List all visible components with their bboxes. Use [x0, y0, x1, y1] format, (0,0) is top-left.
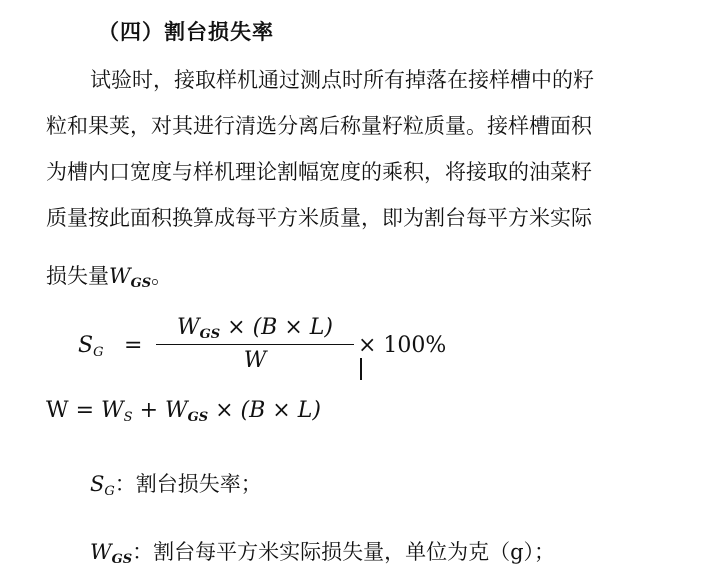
formula2-rest: × (B × L): [208, 398, 321, 423]
subscript-s: S: [123, 410, 133, 425]
subscript-g: G: [104, 484, 115, 499]
paragraph-line-1: 试验时，接取样机通过测点时所有掉落在接样槽中的籽: [90, 68, 594, 92]
definition-sg: [90, 468, 262, 499]
definition-wgs-text: ：割台每平方米实际损失量，单位为克（g）；: [132, 540, 556, 564]
paragraph-line-2: 粒和果荚，对其进行清选分离后称量籽粒质量。接样槽面积: [46, 114, 592, 138]
formula-equals: =: [124, 333, 143, 358]
var-s: S: [90, 472, 105, 496]
formula-lhs: [78, 333, 103, 360]
formula-fraction: [156, 314, 354, 375]
subscript-g: G: [93, 345, 104, 360]
subscript-gs: GS: [187, 410, 209, 425]
paragraph-line-3: 为槽内口宽度与样机理论割幅宽度的乘积，将接取的油菜籽: [46, 160, 592, 184]
var-w: W: [101, 398, 124, 423]
paragraph-line-5-text: 损失量: [46, 264, 109, 288]
paragraph-line-5: [46, 260, 666, 291]
formula-percent: × 100%: [358, 333, 447, 358]
fraction-bar: [156, 344, 354, 345]
var-w: W: [177, 315, 200, 340]
formula-numerator: [156, 314, 354, 342]
paragraph-line-4: 质量按此面积换算成每平方米质量，即为割台每平方米实际: [46, 206, 592, 230]
text-cursor: [360, 358, 362, 380]
definition-sg-text: ：割台损失率；: [114, 472, 262, 496]
var-w: W: [109, 264, 131, 288]
var-s: S: [78, 333, 94, 358]
formula-denominator: W: [243, 348, 267, 373]
var-w: W: [165, 398, 188, 423]
formula2-lhs: W: [46, 398, 69, 423]
numerator-rest: × (B × L): [220, 315, 333, 340]
subscript-gs: GS: [130, 276, 152, 291]
subscript-gs: GS: [199, 327, 221, 342]
definition-wgs: [90, 536, 555, 567]
subscript-gs: GS: [111, 552, 133, 567]
section-heading: （四）割台损失率: [98, 19, 274, 44]
formula2-plus: +: [132, 398, 165, 423]
formula2-equals: =: [68, 398, 102, 423]
weight-formula: [46, 398, 321, 425]
paragraph-line-5-end: 。: [151, 264, 173, 288]
var-w: W: [90, 540, 112, 564]
